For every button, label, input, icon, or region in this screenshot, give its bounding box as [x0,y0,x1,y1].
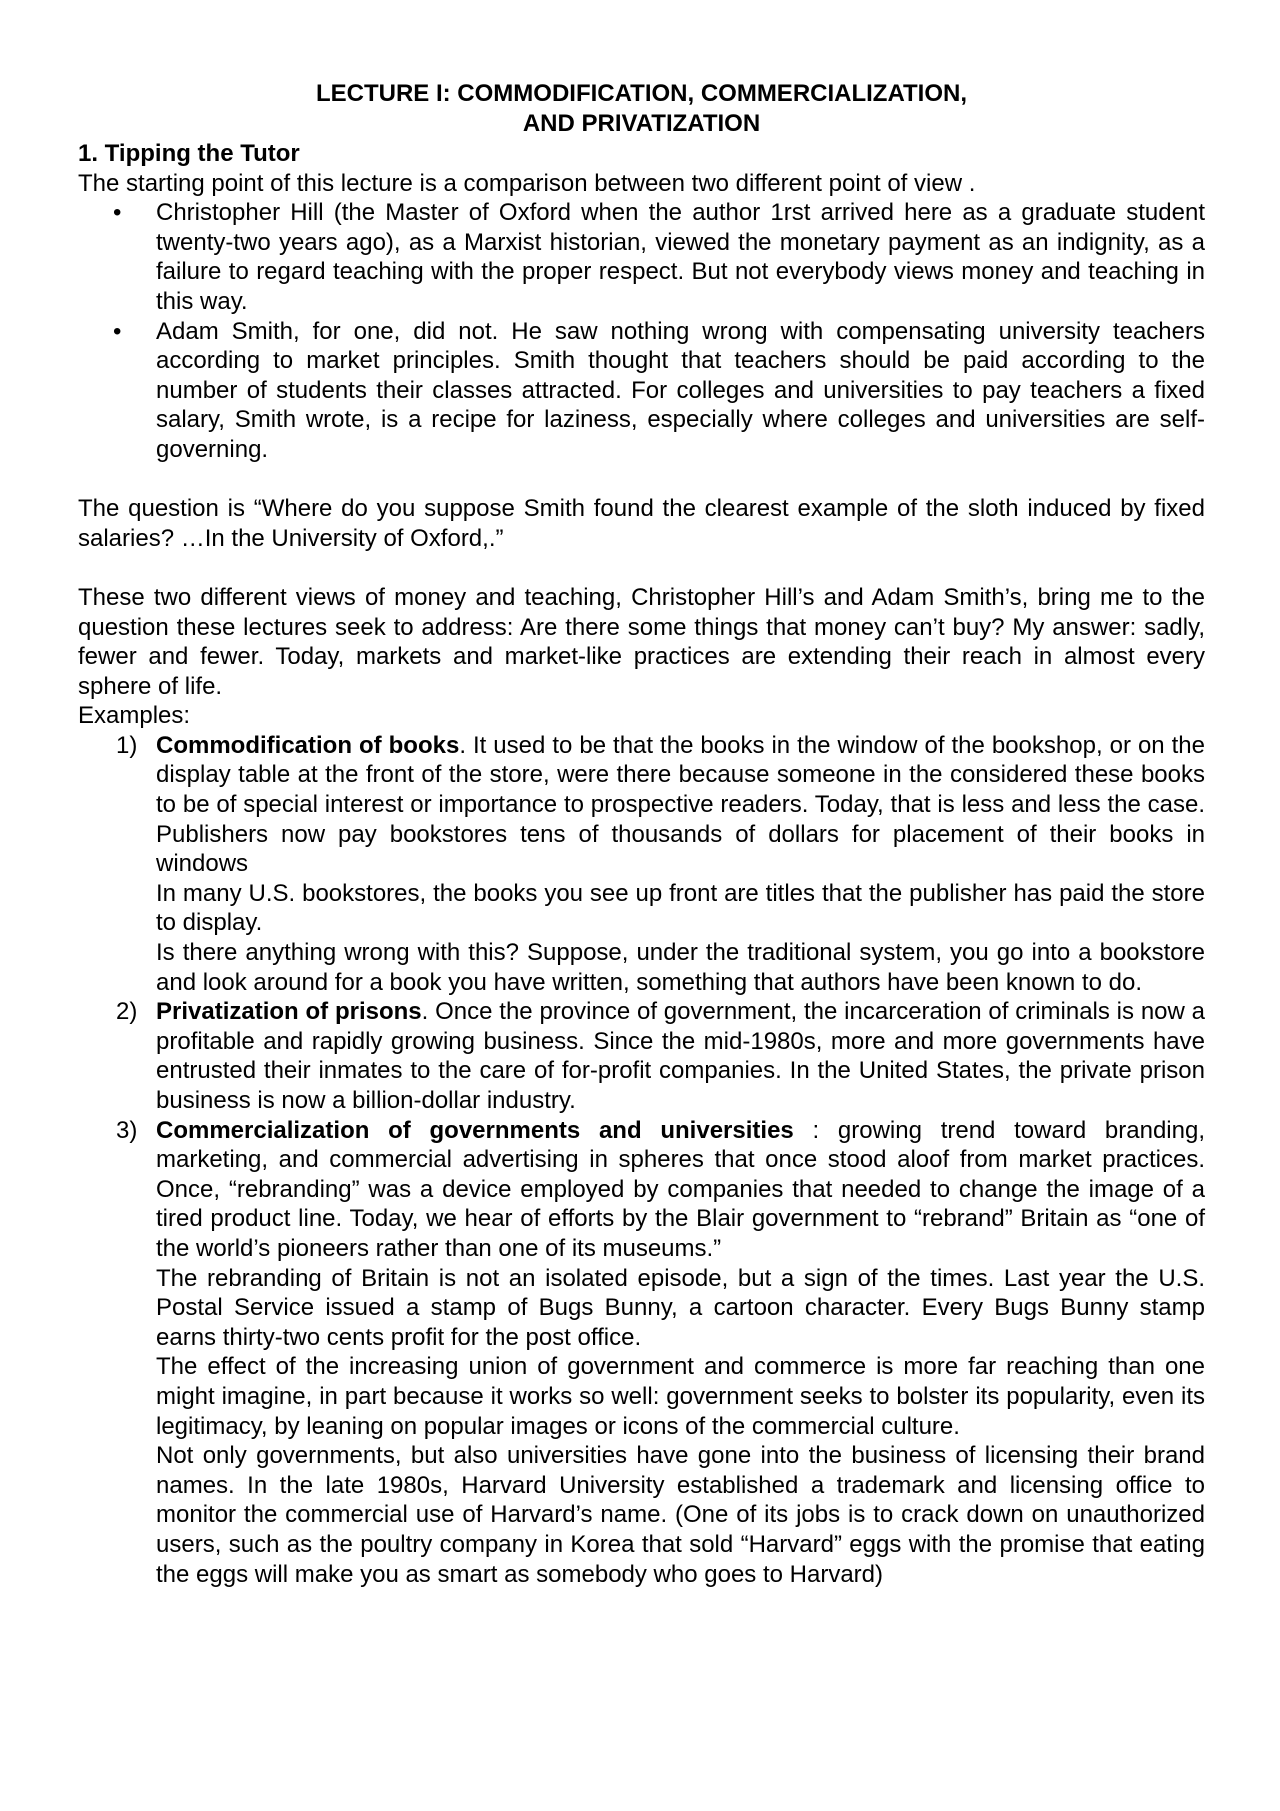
example-paragraph: The effect of the increasing union of government and commerce is more far reaching than one might imagine, in part because it works so well: government seeks to bolster its popularity, even its legitimacy, by leaning on popular images or icons of the commercial culture. [156,1353,1205,1440]
example-lead-text: : growing trend toward branding, marketing, and commercial advertising in spheres that once stood aloof from market practices. Once, “rebranding” was a device employed by companies that needed to change the image of a tired product line. Today, we hear of efforts by the Blair government to “rebrand” Britain as “one of the world’s pioneers rather than one of its museums.” [156,1116,1205,1262]
example-paragraph: Is there anything wrong with this? Suppose, under the traditional system, you go into a bookstore and look around for a book you have written, something that authors have been known to do. [156,939,1205,996]
example-lead-paragraph [156,731,1205,879]
example-lead-text: . It used to be that the books in the window of the bookshop, or on the display table at the front of the store, were there because someone in the considered these books to be of special interest or importance to prospective readers. Today, that is less and less the case. Publishers now pay bookstores tens of thousands of dollars for placement of their books in windows [156,731,1205,878]
example-title: Privatization of prisons [156,998,422,1026]
spacer [78,553,1205,583]
title-line-1: LECTURE I: COMMODIFICATION, COMMERCIALIZATION, [315,80,968,107]
example-number: 1) [116,731,138,759]
example-item [78,1116,1205,1590]
example-title: Commercialization of governments and universities [156,1116,794,1144]
example-lead-text: . Once the province of government, the incarceration of criminals is now a profitable and rapidly growing business. Since the mid-1980s, more and more governments have entrusted their inmates to the care of for-profit companies. In the United States, the private prison business is now a billion-dollar industry. [156,998,1206,1114]
bullet-icon: • [113,199,122,227]
spacer [78,465,1205,495]
example-paragraph: In many U.S. bookstores, the books you see up front are titles that the publisher has paid the store to display. [156,879,1205,937]
views-paragraph: These two different views of money and teaching, Christopher Hill’s and Adam Smith’s, bring me to the question these lectures seek to address: Are there some things that money can’t buy? My answer: sadly, fewer and fewer. Today, markets and market-like practices are extending their reach in almost every sphere of life. [78,583,1205,700]
intro-paragraph: The starting point of this lecture is a comparison between two different point of view . [78,169,976,197]
bullet-item [78,198,1205,316]
example-paragraph: The rebranding of Britain is not an isolated episode, but a sign of the times. Last year the U.S. Postal Service issued a stamp of Bugs Bunny, a cartoon character. Every Bugs Bunny stamp earns thirty-two cents profit for the post office. [156,1264,1205,1351]
example-paragraph: Not only governments, but also universities have gone into the business of licensing their brand names. In the late 1980s, Harvard University established a trademark and licensing office to monitor the commercial use of Harvard’s name. (One of its jobs is to crack down on unauthorized users, such as the poultry company in Korea that sold “Harvard” eggs with the promise that eating the eggs will make you as smart as somebody who goes to Harvard) [156,1442,1205,1588]
example-title: Commodification of books [156,731,460,759]
example-lead-paragraph [156,1116,1205,1264]
bullet-text: Christopher Hill (the Master of Oxford when the author 1rst arrived here as a graduate student twenty-two years ago), as a Marxist historian, viewed the monetary payment as an indignity, as a failure to regard teaching with the proper respect. But not everybody views money and teaching in this way. [156,199,1205,315]
question-paragraph: The question is “Where do you suppose Smith found the clearest example of the sloth induced by fixed salaries? …In the University of Oxford,.” [78,495,1205,552]
example-number: 3) [116,1116,138,1144]
bullet-icon: • [113,317,122,345]
bullet-text: Adam Smith, for one, did not. He saw nothing wrong with compensating university teachers according to market principles. Smith thought that teachers should be paid according to the number of students their classes attracted. For colleges and universities to pay teachers a fixed salary, Smith wrote, is a recipe for laziness, especially where colleges and universities are self-governing. [156,317,1205,463]
bullet-list [78,198,1205,464]
example-item [78,997,1205,1115]
example-lead-paragraph [156,997,1205,1115]
examples-list [78,731,1205,1589]
bullet-item [78,317,1205,465]
title-line-2: AND PRIVATIZATION [522,110,761,137]
examples-label: Examples: [78,702,191,730]
example-number: 2) [116,998,138,1026]
section-heading: 1. Tipping the Tutor [78,140,300,167]
example-item [78,731,1205,997]
document-title [78,79,1205,139]
